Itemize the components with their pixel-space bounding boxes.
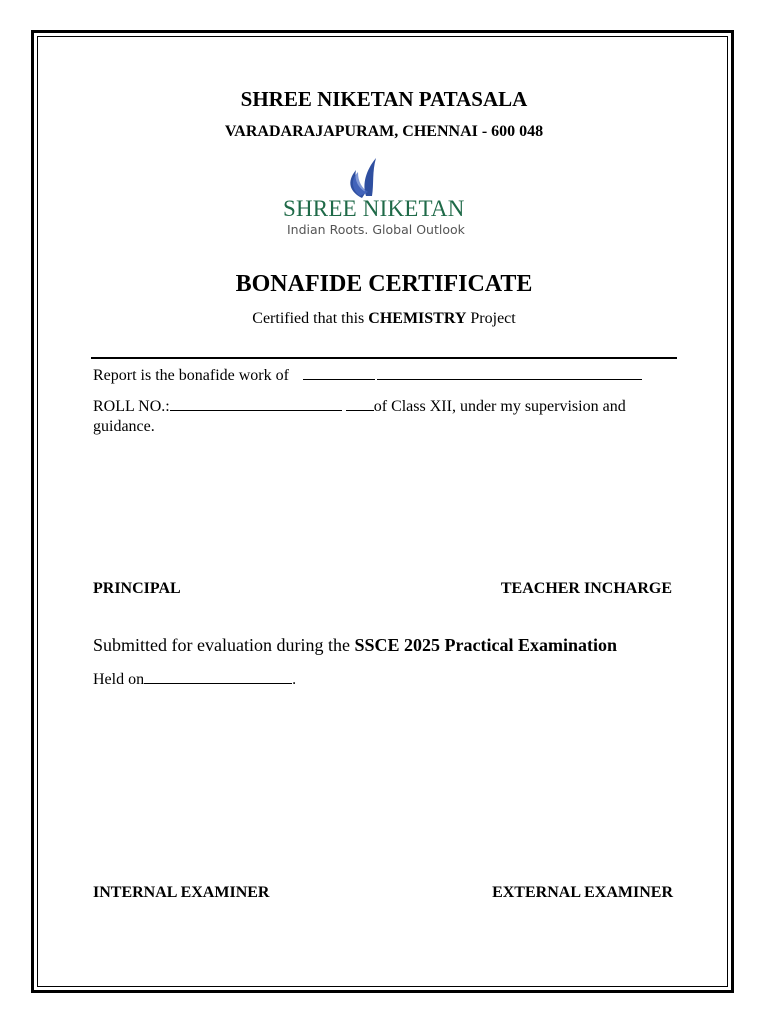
external-examiner-label: EXTERNAL EXAMINER xyxy=(492,884,673,901)
student-name-blank[interactable] xyxy=(303,365,375,380)
held-on-date-blank[interactable] xyxy=(144,669,292,684)
held-on-suffix: . xyxy=(292,671,297,688)
guidance-text: guidance. xyxy=(93,418,155,435)
internal-examiner-label: INTERNAL EXAMINER xyxy=(93,884,270,901)
submission-prefix: Submitted for evaluation during the xyxy=(93,635,350,655)
flame-leaf-logo-icon xyxy=(332,152,392,200)
intro-suffix: Project xyxy=(470,310,516,327)
student-name-blank-ext[interactable] xyxy=(377,365,642,380)
exam-name: SSCE 2025 Practical Examination xyxy=(354,635,617,655)
report-line xyxy=(93,365,642,385)
divider-line xyxy=(91,357,677,359)
intro-prefix: Certified that this xyxy=(252,310,365,327)
class-text: of Class XII, under my supervision and xyxy=(373,398,626,415)
roll-label: ROLL NO.: xyxy=(93,398,170,415)
school-name: SHREE NIKETAN PATASALA xyxy=(240,87,528,111)
held-on-line xyxy=(93,669,296,689)
logo-name: SHREE NIKETAN xyxy=(283,196,465,221)
roll-line xyxy=(93,396,626,416)
school-address: VARADARAJAPURAM, CHENNAI - 600 048 xyxy=(224,123,544,140)
certificate-intro xyxy=(0,310,768,328)
submission-line xyxy=(93,635,617,656)
report-text: Report is the bonafide work of xyxy=(93,367,289,384)
held-on-label: Held on xyxy=(93,671,145,688)
principal-signature-label: PRINCIPAL xyxy=(93,580,181,597)
certificate-title: BONAFIDE CERTIFICATE xyxy=(235,271,533,297)
roll-number-blank-ext[interactable] xyxy=(346,396,374,411)
teacher-signature-label: TEACHER INCHARGE xyxy=(500,580,672,597)
roll-number-blank[interactable] xyxy=(170,396,342,411)
subject-name: CHEMISTRY xyxy=(368,310,467,327)
logo-tagline: Indian Roots. Global Outlook xyxy=(287,222,465,237)
school-logo xyxy=(280,152,490,242)
